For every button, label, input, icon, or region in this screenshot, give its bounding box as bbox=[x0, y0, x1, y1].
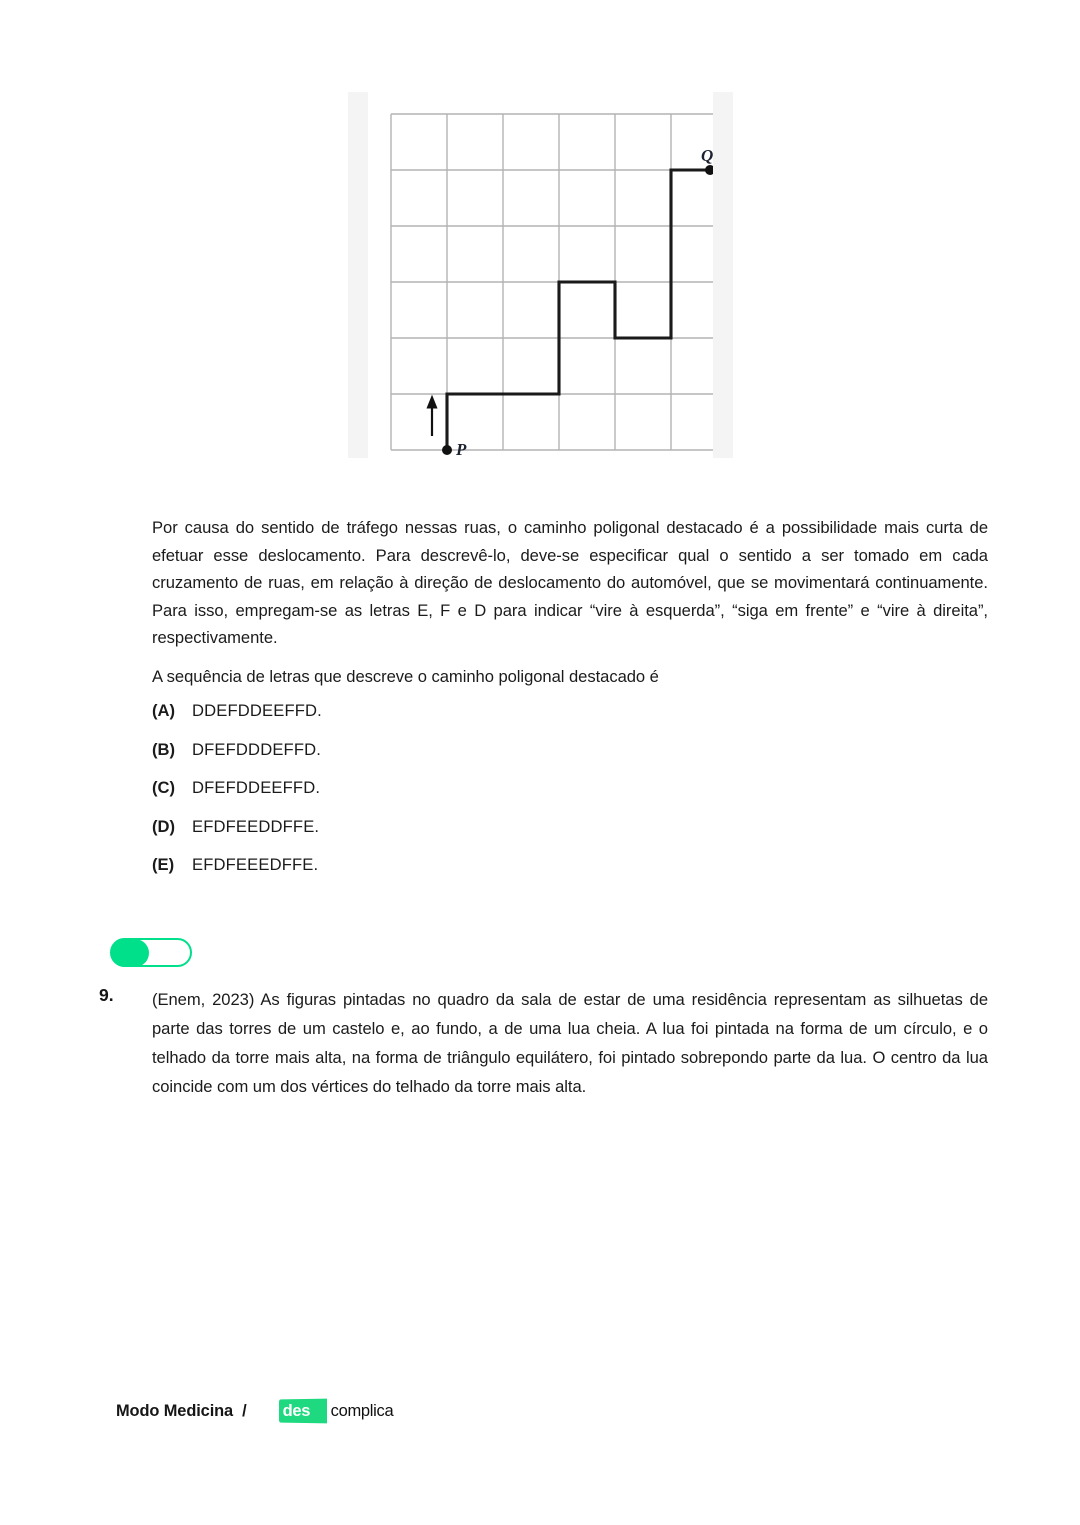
grid-lines bbox=[391, 114, 713, 450]
option-d-text: EFDFEEDDFFE. bbox=[192, 816, 320, 836]
figure-canvas bbox=[368, 92, 713, 458]
option-a-key: (A) bbox=[152, 701, 176, 720]
descomplica-logo bbox=[277, 1398, 394, 1424]
reveal-answer-toggle[interactable] bbox=[110, 938, 192, 967]
passage-paragraph-2: A sequência de letras que descreve o caminho poligonal destacado é bbox=[152, 667, 659, 686]
answer-option-b[interactable] bbox=[152, 740, 652, 779]
point-p-marker bbox=[442, 445, 452, 455]
answer-options-list bbox=[152, 701, 652, 894]
page-footer bbox=[116, 1398, 393, 1424]
point-q-marker bbox=[705, 165, 713, 175]
option-d-key: (D) bbox=[152, 816, 176, 836]
point-p-label: P bbox=[456, 440, 467, 458]
toggle-knob[interactable] bbox=[111, 939, 149, 967]
footer-separator: / bbox=[242, 1401, 247, 1420]
option-e-text: EFDFEEEDFFE. bbox=[192, 855, 319, 875]
option-b-text: DFEFDDDEFFD. bbox=[192, 739, 322, 759]
answer-option-e[interactable] bbox=[152, 855, 652, 894]
option-e-key: (E) bbox=[152, 855, 175, 875]
figure-container bbox=[348, 92, 733, 458]
option-a-text: DDEFDDEEFFD. bbox=[192, 701, 322, 720]
logo-mark-text: des bbox=[282, 1402, 311, 1420]
question-9-text: (Enem, 2023) As figuras pintadas no quadro da sala de estar de uma residência representam as silhuetas de parte das torres de um castelo e, ao fundo, a de uma lua cheia. A lua foi pintada na forma de um círculo, e o telhado da torre mais alta, na forma de triângulo equilátero, foi pintado sobrepondo parte da lua. O centro da lua coincide com um dos vértices do telhado da torre mais alta. bbox=[152, 990, 988, 1096]
answer-option-d[interactable] bbox=[152, 817, 652, 856]
up-arrow-icon bbox=[427, 396, 437, 436]
footer-brand-name: Modo Medicina bbox=[116, 1401, 234, 1420]
option-c-text: DFEFDDEEFFD. bbox=[192, 778, 321, 798]
option-c-key: (C) bbox=[152, 778, 176, 798]
option-b-key: (B) bbox=[152, 739, 176, 759]
point-q-label: Q bbox=[701, 146, 713, 165]
answer-option-a[interactable] bbox=[152, 701, 652, 740]
answer-option-c[interactable] bbox=[152, 778, 652, 817]
question-9-number: 9. bbox=[99, 985, 114, 1005]
passage-paragraph-1: Por causa do sentido de tráfego nessas ruas, o caminho poligonal destacado é a possibilidade mais curta de efetuar esse deslocamento. Para descrevê-lo, deve-se especificar qual o sentido a ser tomado em cada cruzamento de ruas, em relação à direção de deslocamento do automóvel, que se movimentará continuamente. Para isso, empregam-se as letras E, F e D para indicar “vire à esquerda”, “siga em frente” e “vire à direita”, respectivamente. bbox=[152, 518, 988, 647]
logo-word-text: complica bbox=[330, 1401, 394, 1420]
polygonal-path-diagram bbox=[368, 92, 713, 458]
